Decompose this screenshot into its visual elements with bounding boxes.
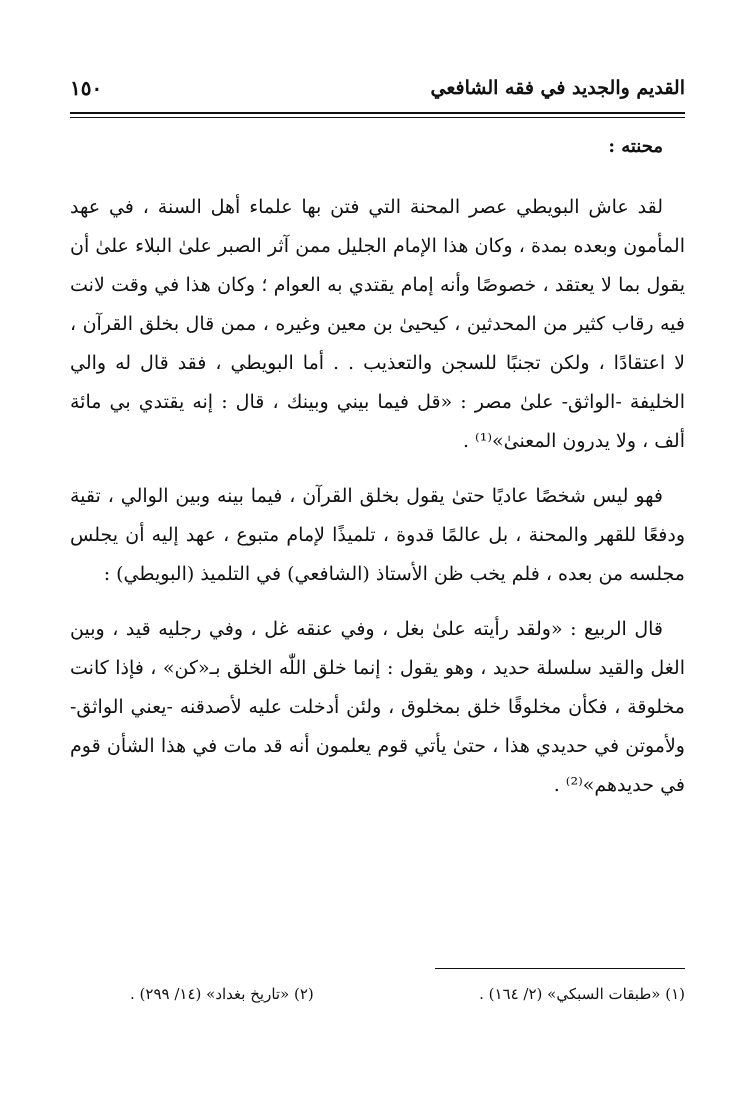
footnotes xyxy=(130,985,685,1003)
header-rule-thin xyxy=(70,117,685,118)
footnote-separator xyxy=(435,968,685,969)
footnote-2: (٢) «تاريخ بغداد» (١٤/ ٢٩٩) . xyxy=(130,985,314,1003)
section-heading: محنته : xyxy=(608,136,663,157)
footnote-1: (١) «طبقات السبكي» (٢/ ١٦٤) . xyxy=(479,985,685,1003)
page-header xyxy=(70,70,685,106)
page-number: ١٥٠ xyxy=(70,76,103,100)
running-title: القديم والجديد في فقه الشافعي xyxy=(430,77,685,99)
body-text xyxy=(70,188,685,805)
paragraph-3: قال الربيع : «ولقد رأيته علىٰ بغل ، وفي عنقه غل ، وفي رجليه قيد ، وبين الغل والقيد سلسلة حديد ، وهو يقول : إنما خلق اللّٰه الخلق بـ«كن» ، فإذا كانت مخلوقة ، فكأن مخلوقًا خلق بمخلوق ، ولئن أدخلت عليه لأصدقنه -يعني الواثق- ولأموتن في حديدي هذا ، حتىٰ يأتي قوم يعلمون أنه قد مات في هذا الشأن قوم في حديدهم»⁽²⁾ . xyxy=(70,618,685,796)
paragraph-2: فهو ليس شخصًا عاديًا حتىٰ يقول بخلق القرآن ، فيما بينه وبين الوالي ، تقية ودفعًا للقهر والمحنة ، بل عالمًا قدوة ، تلميذًا لإمام متبوع ، عهد إليه أن يجلس مجلسه من بعده ، فلم يخب ظن الأستاذ (الشافعي) في التلميذ (البويطي) : xyxy=(70,485,685,585)
paragraph-1: لقد عاش البويطي عصر المحنة التي فتن بها علماء أهل السنة ، في عهد المأمون وبعده بمدة ، وكان هذا الإمام الجليل ممن آثر الصبر علىٰ البلاء علىٰ أن يقول بما لا يعتقد ، خصوصًا وأنه إمام يقتدي به العوام ؛ وكان هذا في وقت لانت فيه رقاب كثير من المحدثين ، كيحيىٰ بن معين وغيره ، ممن قال بخلق القرآن ، لا اعتقادًا ، ولكن تجنبًا للسجن والتعذيب . . أما البويطي ، فقد قال له والي الخليفة -الواثق- علىٰ مصر : «قل فيما بيني وبينك ، قال : إنه يقتدي بي مائة ألف ، ولا يدرون المعنىٰ»⁽¹⁾ . xyxy=(70,196,685,452)
header-rule-thick xyxy=(70,112,685,114)
